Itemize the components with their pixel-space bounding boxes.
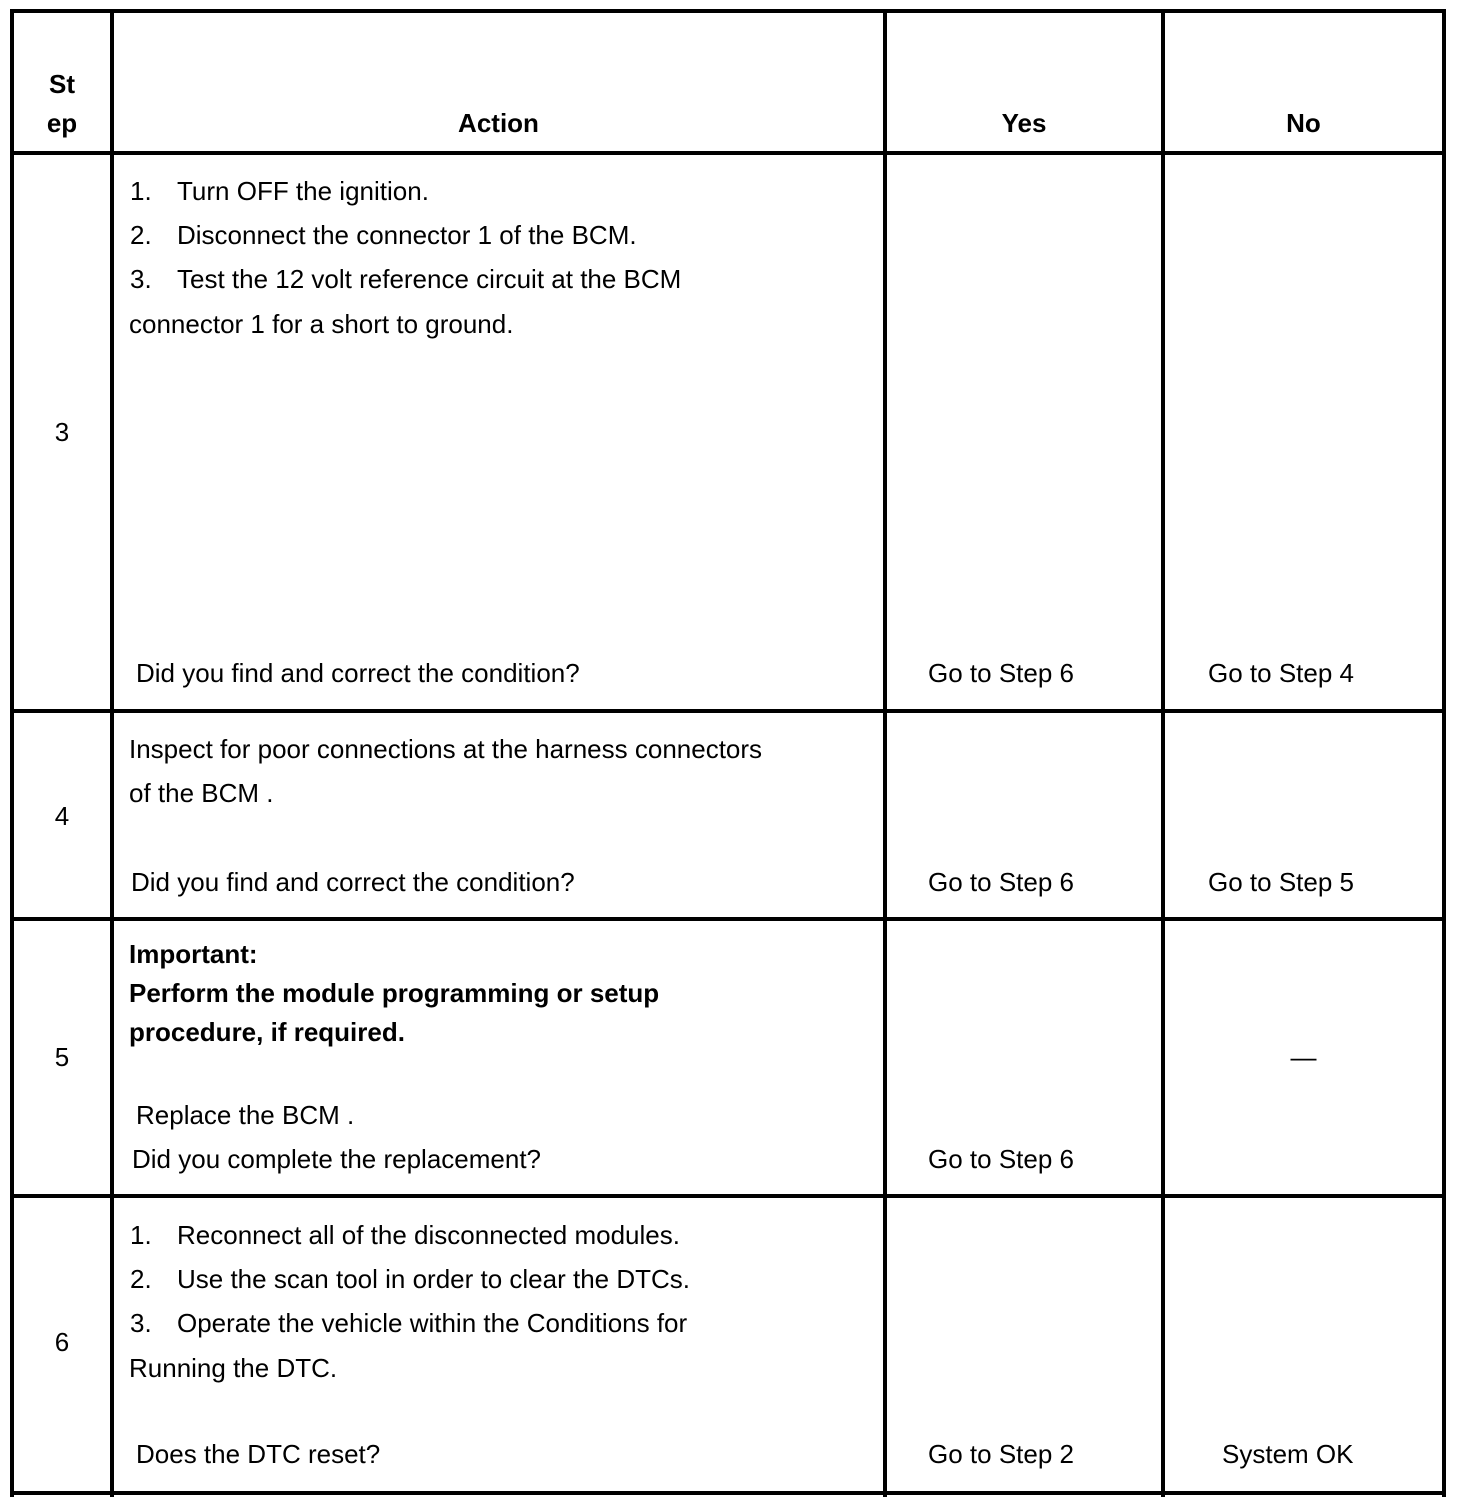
important-note: Important: bbox=[129, 939, 258, 969]
action-text: Replace the BCM . bbox=[136, 1100, 355, 1130]
table-border-bottom bbox=[10, 1491, 1446, 1495]
important-note: procedure, if required. bbox=[129, 1017, 405, 1047]
item-text: Operate the vehicle within the Conditions for bbox=[177, 1308, 688, 1338]
item-number: 2. bbox=[130, 220, 152, 250]
no-result: System OK bbox=[1222, 1439, 1354, 1469]
item-number: 3. bbox=[130, 264, 152, 294]
item-number: 1. bbox=[130, 1220, 152, 1250]
yes-result: Go to Step 6 bbox=[928, 658, 1074, 688]
action-item bbox=[130, 220, 637, 250]
no-result: Go to Step 4 bbox=[1208, 658, 1354, 688]
action-item bbox=[130, 1264, 690, 1294]
item-text: Turn OFF the ignition. bbox=[177, 176, 429, 206]
header-no: No bbox=[1286, 108, 1321, 138]
item-text: Disconnect the connector 1 of the BCM. bbox=[177, 220, 637, 250]
item-number: 3. bbox=[130, 1308, 152, 1338]
action-question: Does the DTC reset? bbox=[136, 1439, 381, 1469]
header-step-line2: ep bbox=[46, 108, 78, 138]
header-yes: Yes bbox=[1001, 108, 1047, 138]
action-question: Did you find and correct the condition? bbox=[136, 658, 580, 688]
yes-result: Go to Step 6 bbox=[928, 867, 1074, 897]
diagnostic-table bbox=[10, 9, 1446, 1497]
action-continuation: Running the DTC. bbox=[129, 1353, 338, 1383]
header-step-line1: St bbox=[49, 69, 75, 99]
header-divider bbox=[10, 151, 1446, 155]
table-border-top bbox=[10, 9, 1446, 13]
column-divider-yes bbox=[1161, 9, 1165, 1497]
row-divider-5 bbox=[10, 1194, 1446, 1198]
important-note: Perform the module programming or setup bbox=[129, 978, 660, 1008]
header-action: Action bbox=[458, 108, 539, 138]
no-result: Go to Step 5 bbox=[1208, 867, 1354, 897]
action-item bbox=[130, 264, 681, 294]
action-continuation: connector 1 for a short to ground. bbox=[129, 309, 514, 339]
action-question: Did you find and correct the condition? bbox=[131, 867, 575, 897]
no-result: — bbox=[1290, 1042, 1317, 1072]
table-border-right bbox=[1442, 9, 1446, 1497]
step-number: 3 bbox=[54, 417, 70, 447]
step-number: 4 bbox=[54, 801, 70, 831]
action-item bbox=[130, 176, 429, 206]
item-text: Reconnect all of the disconnected modules. bbox=[177, 1220, 680, 1250]
yes-result: Go to Step 2 bbox=[928, 1439, 1074, 1469]
item-text: Use the scan tool in order to clear the DTCs. bbox=[177, 1264, 691, 1294]
action-question: Did you complete the replacement? bbox=[132, 1144, 542, 1174]
yes-result: Go to Step 6 bbox=[928, 1144, 1074, 1174]
item-text: Test the 12 volt reference circuit at the BCM bbox=[177, 264, 682, 294]
row-divider-4 bbox=[10, 917, 1446, 921]
column-divider-action bbox=[883, 9, 887, 1497]
table-border-left bbox=[10, 9, 14, 1497]
action-line: of the BCM . bbox=[129, 778, 274, 808]
action-item bbox=[130, 1308, 687, 1338]
item-number: 2. bbox=[130, 1264, 152, 1294]
step-number: 6 bbox=[54, 1327, 70, 1357]
action-item bbox=[130, 1220, 680, 1250]
action-line: Inspect for poor connections at the harness connectors bbox=[129, 734, 763, 764]
row-divider-3 bbox=[10, 709, 1446, 713]
step-number: 5 bbox=[54, 1042, 70, 1072]
column-divider-step bbox=[110, 9, 114, 1497]
item-number: 1. bbox=[130, 176, 152, 206]
